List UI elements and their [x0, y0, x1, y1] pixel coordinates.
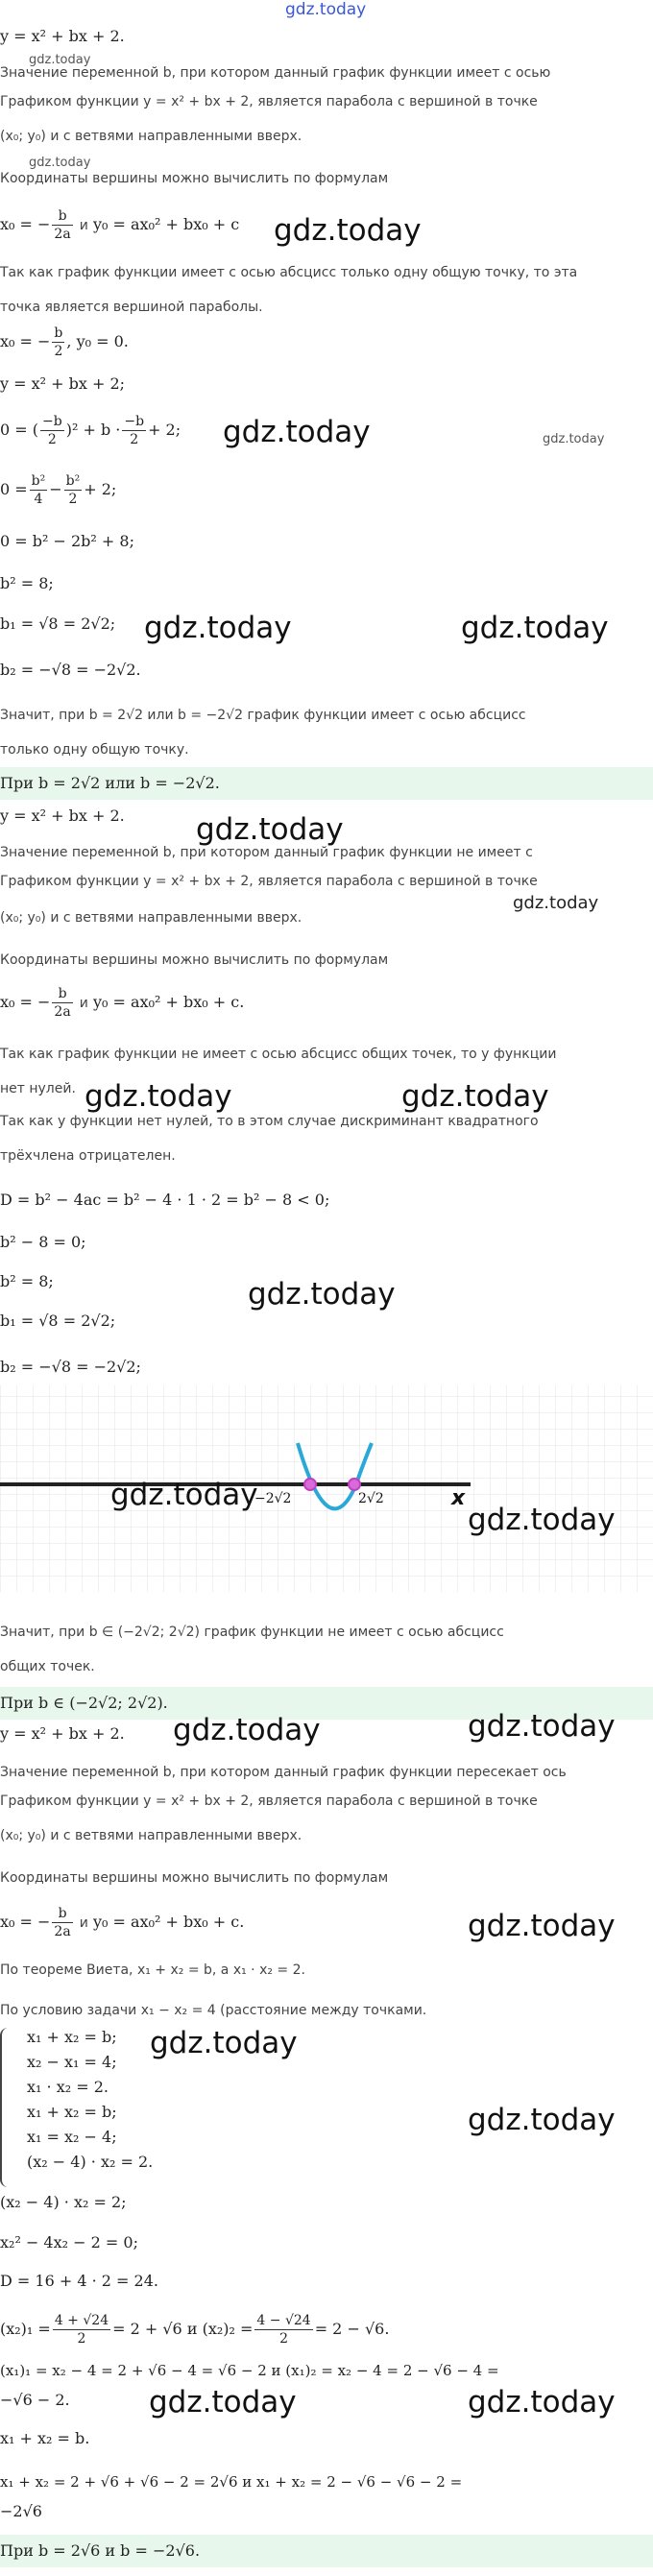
- part1-substitution: 0 = ( $\frac{-b}{2}$ )² + b · $\frac{-b}{2}$ + 2;: [0, 414, 181, 447]
- part3-desc: Значение переменной b, при котором данный график функции пересекает ось: [0, 1765, 567, 1780]
- part1-repeat: y = x² + bx + 2;: [0, 374, 126, 393]
- part3-eq2: x₂² − 4x₂ − 2 = 0;: [0, 2233, 138, 2251]
- part1-function: y = x² + bx + 2.: [0, 27, 125, 45]
- part2-desc2: Графиком функции y = x² + bx + 2, является парабола с вершиной в точке: [0, 874, 538, 889]
- part2-nozero: Так как график функции не имеет с осью абсцисс общих точек, то у функции: [0, 1047, 557, 1062]
- part3-function: y = x² + bx + 2.: [0, 1724, 125, 1743]
- part3-vieta: По теореме Виета, x₁ + x₂ = b, а x₁ · x₂ = 2.: [0, 1962, 305, 1978]
- part3-x1-line: (x₁)₁ = x₂ − 4 = 2 + √6 − 4 = √6 − 2 и (x₁)₂ = x₂ − 4 = 2 − √6 − 4 =: [0, 2362, 499, 2379]
- watermark: gdz.today: [149, 2385, 297, 2420]
- watermark: gdz.today: [468, 2103, 616, 2137]
- part3-sum-line2: −2√6: [0, 2502, 42, 2520]
- part2-function: y = x² + bx + 2.: [0, 807, 125, 825]
- part1-coords: Координаты вершины можно вычислить по формулам: [0, 171, 389, 186]
- part1-desc2: Графиком функции y = x² + bx + 2, является парабола с вершиной в точке: [0, 94, 538, 109]
- part1-tangent2: точка является вершиной параболы.: [0, 300, 263, 315]
- part2-disc-intro2: трёхчлена отрицателен.: [0, 1148, 176, 1164]
- part1-bsq: b² = 8;: [0, 574, 54, 592]
- system-row: x₁ + x₂ = b;: [27, 2103, 117, 2121]
- graph-svg: [0, 1347, 653, 1593]
- system-row: x₂ − x₁ = 4;: [27, 2053, 117, 2071]
- part3-coords: Координаты вершины можно вычислить по формулам: [0, 1870, 389, 1886]
- part2-formula: x₀ = − $\frac{b}{2a}$ и y₀ = ax₀² + bx₀ + c.: [0, 986, 245, 1020]
- watermark: gdz.today: [248, 1277, 396, 1312]
- part1-b1: b₁ = √8 = 2√2;: [0, 614, 116, 633]
- part2-desc3: (x₀; y₀) и с ветвями направленными вверх.: [0, 910, 302, 926]
- watermark: gdz.today: [543, 432, 605, 446]
- watermark: gdz.today: [150, 2026, 298, 2060]
- part2-conclusion: Значит, при b ∈ (−2√2; 2√2) график функции не имеет с осью абсцисс: [0, 1625, 504, 1640]
- parabola-graph: [0, 1347, 653, 1593]
- part2-b2: b₂ = −√8 = −2√2;: [0, 1358, 141, 1376]
- graph-left-label: −2√2: [254, 1491, 292, 1506]
- watermark: gdz.today: [85, 1079, 232, 1114]
- watermark: gdz.today: [513, 893, 599, 913]
- part1-desc: Значение переменной b, при котором данный график функции имеет с осью: [0, 65, 551, 81]
- part3-answer: При b = 2√6 и b = −2√6.: [0, 2541, 201, 2560]
- root-point-right: [349, 1479, 360, 1490]
- watermark: gdz.today: [223, 415, 371, 449]
- part2-eq: b² − 8 = 0;: [0, 1233, 86, 1251]
- system-row: (x₂ − 4) · x₂ = 2.: [27, 2153, 154, 2171]
- part2-disc-intro: Так как у функции нет нулей, то в этом случае дискриминант квадратного: [0, 1114, 539, 1129]
- system-brace: [0, 2028, 10, 2187]
- part3-formula: x₀ = − $\frac{b}{2a}$ и y₀ = ax₀² + bx₀ + c.: [0, 1906, 245, 1939]
- watermark: gdz.today: [461, 611, 609, 645]
- part1-tangent: Так как график функции имеет с осью абсцисс только одну общую точку, то эта: [0, 265, 578, 280]
- part2-b1: b₁ = √8 = 2√2;: [0, 1312, 116, 1330]
- part1-mult: 0 = b² − 2b² + 8;: [0, 532, 134, 550]
- fraction: $\frac{b}{2a}$: [54, 208, 71, 242]
- top-watermark: gdz.today: [285, 0, 367, 19]
- part2-nozero2: нет нулей.: [0, 1081, 76, 1096]
- watermark: gdz.today: [173, 1713, 321, 1747]
- part3-eq1: (x₂ − 4) · x₂ = 2;: [0, 2193, 127, 2211]
- watermark: gdz.today: [274, 213, 422, 248]
- part2-disc: D = b² − 4ac = b² − 4 · 1 · 2 = b² − 8 < 0;: [0, 1191, 330, 1209]
- part1-answer: При b = 2√2 или b = −2√2.: [0, 774, 220, 792]
- watermark: gdz.today: [468, 1909, 616, 1943]
- part3-x1-line2: −√6 − 2.: [0, 2391, 70, 2409]
- part1-conclusion2: только одну общую точку.: [0, 742, 189, 758]
- grid-background: [0, 1385, 653, 1592]
- formula-x0: x₀ = −: [0, 215, 51, 233]
- graph-right-label: 2√2: [358, 1491, 384, 1506]
- system-row: x₁ = x₂ − 4;: [27, 2128, 117, 2146]
- system-row: x₁ + x₂ = b;: [27, 2028, 117, 2046]
- watermark: gdz.today: [196, 812, 344, 847]
- watermark: gdz.today: [29, 53, 91, 67]
- part1-b2: b₂ = −√8 = −2√2.: [0, 661, 141, 679]
- watermark: gdz.today: [110, 1478, 258, 1512]
- part3-sum: x₁ + x₂ = b.: [0, 2429, 90, 2447]
- part2-coords: Координаты вершины можно вычислить по формулам: [0, 952, 389, 968]
- watermark: gdz.today: [468, 1709, 616, 1744]
- part3-desc3: (x₀; y₀) и с ветвями направленными вверх.: [0, 1828, 302, 1843]
- part2-conclusion2: общих точек.: [0, 1659, 95, 1674]
- part1-desc3: (x₀; y₀) и с ветвями направленными вверх.: [0, 129, 302, 144]
- root-point-left: [304, 1479, 316, 1490]
- system-row: x₁ · x₂ = 2.: [27, 2078, 109, 2096]
- watermark: gdz.today: [401, 1079, 549, 1114]
- part3-roots: (x₂)₁ = $\frac{4 + √24}{2}$ = 2 + √6 и (x₂)₂ = $\frac{4 - √24}{2}$ = 2 − √6.: [0, 2313, 390, 2347]
- graph-axis-label: x: [451, 1486, 466, 1510]
- part1-expand: 0 = $\frac{\text{b²}}{4}$ − $\frac{\text{b²}}{2}$ + 2;: [0, 473, 117, 507]
- part3-discriminant: D = 16 + 4 · 2 = 24.: [0, 2272, 158, 2290]
- watermark: gdz.today: [468, 2385, 616, 2420]
- part1-x0-line: x₀ = − $\frac{b}{2}$ , y₀ = 0.: [0, 325, 129, 359]
- watermark: gdz.today: [144, 611, 292, 645]
- part1-conclusion: Значит, при b = 2√2 или b = −2√2 график функции имеет с осью абсцисс: [0, 708, 526, 723]
- part3-condition: По условию задачи x₁ − x₂ = 4 (расстояние между точками.: [0, 2003, 427, 2018]
- watermark: gdz.today: [29, 156, 91, 170]
- part3-desc2: Графиком функции y = x² + bx + 2, является парабола с вершиной в точке: [0, 1794, 538, 1809]
- part3-sum-line: x₁ + x₂ = 2 + √6 + √6 − 2 = 2√6 и x₁ + x₂ = 2 − √6 − √6 − 2 =: [0, 2473, 463, 2491]
- part2-bsq: b² = 8;: [0, 1272, 54, 1290]
- part1-formula: x₀ = − $\frac{b}{2a}$ и y₀ = ax₀² + bx₀ + c: [0, 208, 240, 242]
- watermark: gdz.today: [468, 1503, 616, 1537]
- part2-answer: При b ∈ (−2√2; 2√2).: [0, 1694, 168, 1712]
- part2-desc: Значение переменной b, при котором данный график функции не имеет с: [0, 845, 533, 860]
